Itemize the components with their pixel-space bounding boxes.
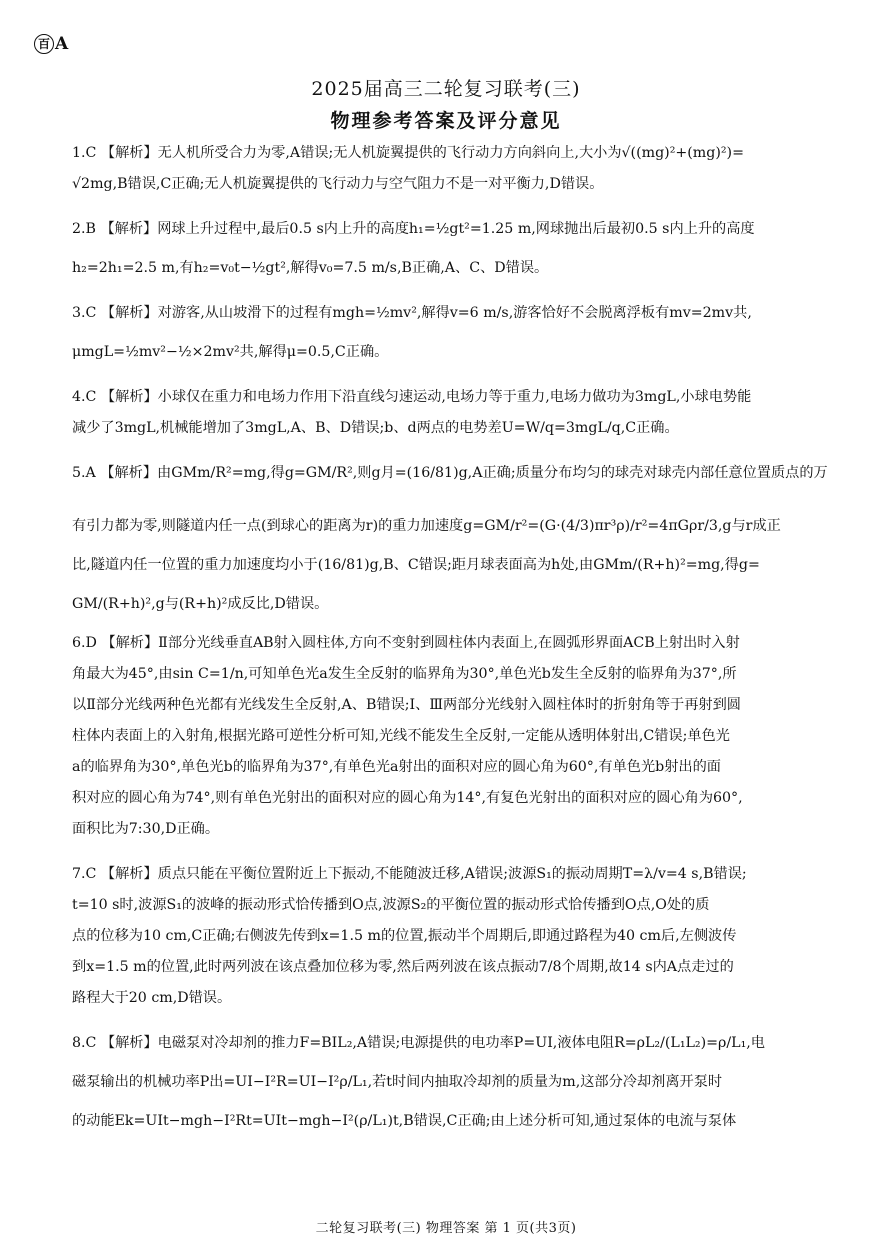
answer-line: 以Ⅱ部分光线两种色光都有光线发生全反射,A、B错误;Ⅰ、Ⅲ两部分光线射入圆柱体时的折射角等于再射到圆 [72,697,741,713]
answer-line: 3.C 【解析】对游客,从山坡滑下的过程有mgh=½mv²,解得v=6 m/s,游客恰好不会脱离浮板有mv=2mv共, [72,305,752,321]
answer-line: 1.C 【解析】无人机所受合力为零,A错误;无人机旋翼提供的飞行动力方向斜向上,大小为√((mg)²+(mg)²)= [72,145,744,161]
answer-line: 角最大为45°,由sin C=1/n,可知单色光a发生全反射的临界角为30°,单色光b发生全反射的临界角为37°,所 [72,666,737,682]
answer-item-8 [72,1028,830,1137]
corner-mark [34,34,68,54]
answer-line: 比,隧道内任一位置的重力加速度均小于(16/81)g,B、C错误;距月球表面高为h处,由GMm/(R+h)²=mg,得g= [72,557,760,573]
answer-line: 的动能Ek=UIt−mgh−I²Rt=UIt−mgh−I²(ρ/L₁)t,B错误,C正确;由上述分析可知,通过泵体的电流与泵体 [72,1113,737,1129]
answer-line: 4.C 【解析】小球仅在重力和电场力作用下沿直线匀速运动,电场力等于重力,电场力做功为3mgL,小球电势能 [72,389,752,405]
answer-line: 有引力都为零,则隧道内任一点(到球心的距离为r)的重力加速度g=GM/r²=(G·(4/3)πr³ρ)/r²=4πGρr/3,g与r成正 [72,518,781,534]
answer-line: μmgL=½mv²−½×2mv²共,解得μ=0.5,C正确。 [72,344,389,360]
answer-line: 路程大于20 cm,D错误。 [72,990,232,1006]
answer-item-5 [72,458,830,620]
answer-item-7 [72,859,830,1014]
page-footer: 二轮复习联考(三) 物理答案 第 1 页(共3页) [315,1221,577,1236]
answer-key-title: 物理参考答案及评分意见 [330,110,562,132]
answer-line: 5.A 【解析】由GMm/R²=mg,得g=GM/R²,则g月=(16/81)g,A正确;质量分布均匀的球壳对球壳内部任意位置质点的万 [72,465,828,481]
answer-item-4 [72,382,830,444]
answer-line: h₂=2h₁=2.5 m,有h₂=v₀t−½gt²,解得v₀=7.5 m/s,B正确,A、C、D错误。 [72,260,549,276]
answer-line: 6.D 【解析】Ⅱ部分光线垂直AB射入圆柱体,方向不变射到圆柱体内表面上,在圆弧形界面ACB上射出时入射 [72,635,740,651]
answer-line: 2.B 【解析】网球上升过程中,最后0.5 s内上升的高度h₁=½gt²=1.25 m,网球抛出后最初0.5 s内上升的高度 [72,221,755,237]
answer-item-6 [72,628,830,845]
answer-line: 面积比为7:30,D正确。 [72,821,220,837]
answer-line: 减少了3mgL,机械能增加了3mgL,A、B、D错误;b、d两点的电势差U=W/q=3mgL/q,C正确。 [72,420,679,436]
answer-line: √2mg,B错误,C正确;无人机旋翼提供的飞行动力与空气阻力不是一对平衡力,D错误。 [72,176,604,192]
answer-line: 点的位移为10 cm,C正确;右侧波先传到x=1.5 m的位置,振动半个周期后,即通过路程为40 cm后,左侧波传 [72,928,737,944]
answer-line: GM/(R+h)²,g与(R+h)²成反比,D错误。 [72,596,329,612]
answer-line: 到x=1.5 m的位置,此时两列波在该点叠加位移为零,然后两列波在该点振动7/8个周期,故14 s内A点走过的 [72,959,734,975]
answer-line: 磁泵输出的机械功率P出=UI−I²R=UI−I²ρ/L₁,若t时间内抽取冷却剂的质量为m,这部分冷却剂离开泵时 [72,1074,723,1090]
answer-line: 柱体内表面上的入射角,根据光路可逆性分析可知,光线不能发生全反射,一定能从透明体射出,C错误;单色光 [72,728,730,744]
answer-line: a的临界角为30°,单色光b的临界角为37°,有单色光a射出的面积对应的圆心角为60°,有单色光b射出的面 [72,759,721,775]
answer-line: t=10 s时,波源S₁的波峰的振动形式恰传播到O点,波源S₂的平衡位置的振动形式恰传播到O点,O处的质 [72,897,710,913]
exam-title: 2025届高三二轮复习联考(三) [311,78,581,100]
answer-list [72,138,830,1137]
answer-item-2 [72,214,830,284]
corner-circle-mark: 百 [34,34,54,54]
answer-line: 积对应的圆心角为74°,则有单色光射出的面积对应的圆心角为14°,有复色光射出的面积对应的圆心角为60°, [72,790,743,806]
answer-item-3 [72,298,830,368]
answer-line: 7.C 【解析】质点只能在平衡位置附近上下振动,不能随波迁移,A错误;波源S₁的振动周期T=λ/v=4 s,B错误; [72,866,747,882]
corner-letter: A [55,34,69,54]
answer-item-1 [72,138,830,200]
answer-line: 8.C 【解析】电磁泵对冷却剂的推力F=BIL₂,A错误;电源提供的电功率P=UI,液体电阻R=ρL₂/(L₁L₂)=ρ/L₁,电 [72,1035,765,1051]
